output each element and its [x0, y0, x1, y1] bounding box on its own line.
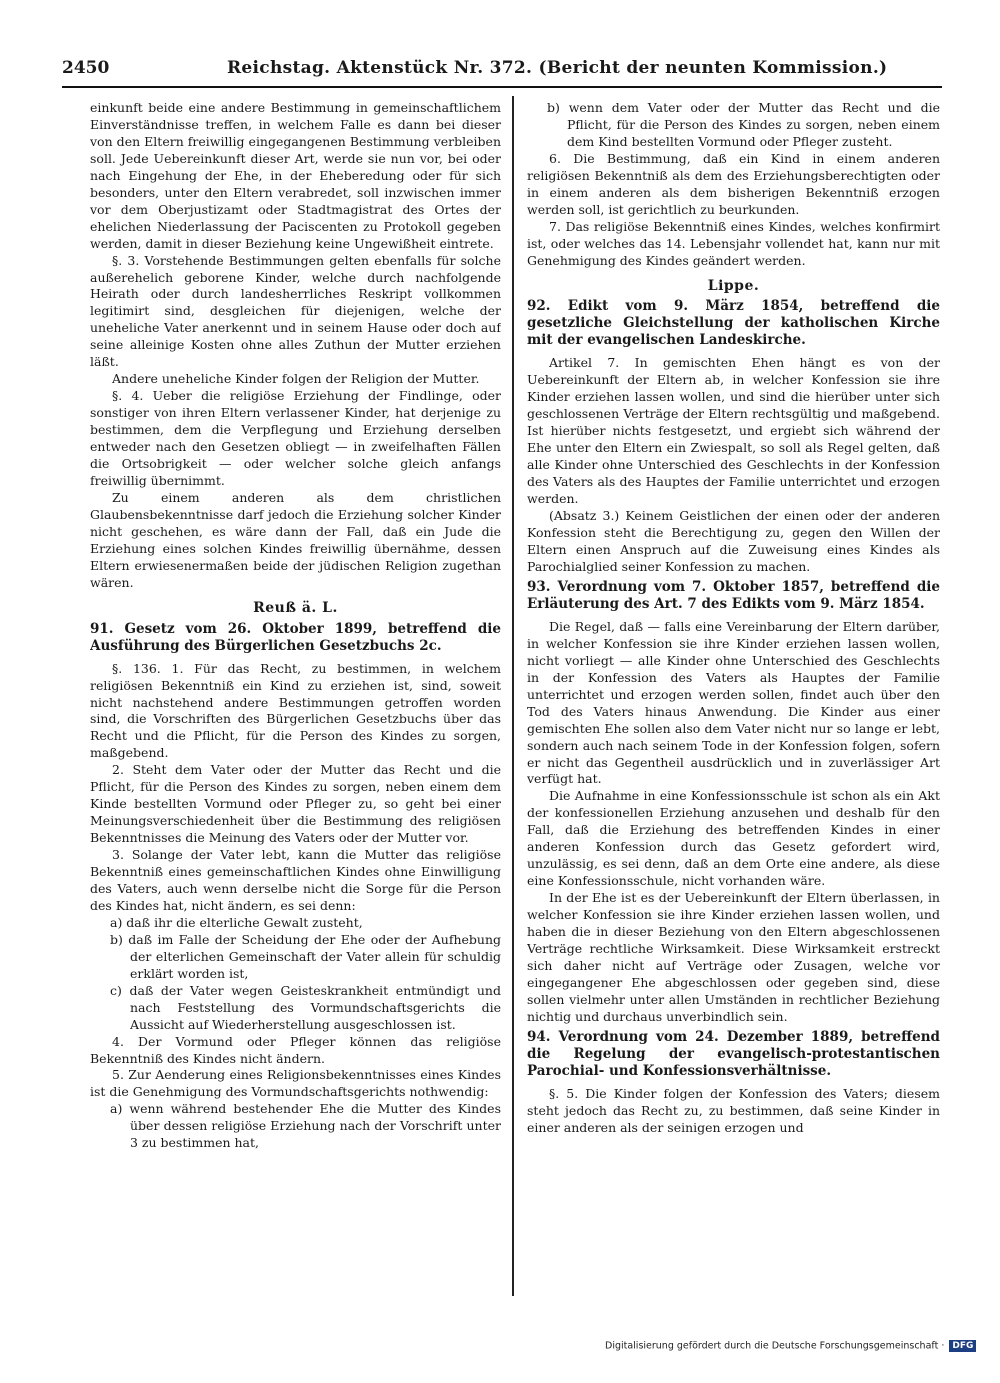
heading-93: 93. Verordnung vom 7. Oktober 1857, betreffend die Erläuterung des Art. 7 des Edikts vom 9. März 1854. — [527, 578, 940, 612]
heading-92: 92. Edikt vom 9. März 1854, betreffend die gesetzliche Gleichstellung der katholischen Kirche mit der evangelischen Landeskirche. — [527, 298, 940, 349]
paragraph: 6. Die Bestimmung, daß ein Kind in einem anderen religiösen Bekenntniß als dem des Erziehungsberechtigten oder in einem anderen als dem bisherigen Bekenntniß erzogen werden soll, ist gerichtlich zu beurkunden. — [527, 150, 940, 217]
footer-text: Digitalisierung gefördert durch die Deutsche Forschungsgemeinschaft · — [605, 1340, 945, 1352]
right-column — [527, 100, 940, 1200]
paragraph: 7. Das religiöse Bekenntniß eines Kindes, welches konfirmirt ist, oder welches das 14. Lebensjahr vollendet hat, kann nur mit Genehmigung des Kindes geändert werden. — [527, 218, 940, 268]
section-title-reuss: Reuß ä. L. — [253, 599, 338, 616]
paragraph: Die Regel, daß — falls eine Vereinbarung der Eltern darüber, in welcher Konfession sie ihre Kinder erziehen lassen wollen, nicht vorliegt — alle Kinder ohne Unterschied des Geschlechts in der Konfession des Vaters als Hauptes der Familie unterrichtet und erzogen werden sollen, findet auch über den Tod des Vaters hinaus Anwendung. Die Kinder aus einer gemischten Ehe sollen also dem Vater nicht nur so lange er lebt, sondern auch nach seinem Tode in der Konfession folgen, sofern er nicht das Gegentheil ausdrücklich und in zuverlässiger Art verfügt hat. — [527, 618, 940, 787]
column-divider — [512, 96, 514, 1296]
list-item: a) wenn während bestehender Ehe die Mutter des Kindes über dessen religiöse Erziehung nach der Vorschrift unter 3 zu bestimmen hat, — [110, 1101, 501, 1151]
heading-91: 91. Gesetz vom 26. Oktober 1899, betreffend die Ausführung des Bürgerlichen Gesetzbuchs 2c. — [90, 620, 501, 654]
paragraph: (Absatz 3.) Keinem Geistlichen der einen oder der anderen Konfession steht die Berechtigung zu, gegen den Willen der Eltern einen Anspruch auf die Zuweisung eines Kindes als Parochialglied seiner Konfession zu machen. — [527, 508, 940, 574]
left-column — [90, 100, 501, 1300]
section-title-lippe: Lippe. — [707, 277, 760, 294]
paragraph: §. 136. 1. Für das Recht, zu bestimmen, in welchem religiösen Bekenntniß ein Kind zu erziehen ist, sind, soweit nicht nachstehend andere Bestimmungen getroffen worden sind, die Vorschriften des Bürgerlichen Gesetzbuchs über das Recht und die Pflicht, für die Person des Kindes zu sorgen, maßgebend. — [90, 660, 501, 761]
list-item: a) daß ihr die elterliche Gewalt zusteht, — [110, 914, 363, 930]
paragraph: §. 4. Ueber die religiöse Erziehung der Findlinge, oder sonstiger von ihren Eltern verlassener Kinder, hat derjenige zu bestimmen, dem die Verpflegung und Erziehung derselben entweder nach den Gesetzen obliegt — in zweifelhaften Fällen die Ortsobrigkeit — oder welcher solche gleich anfangs freiwillig übernimmt. — [90, 388, 501, 488]
paragraph: In der Ehe ist es der Uebereinkunft der Eltern überlassen, in welcher Konfession sie ihre Kinder erziehen lassen wollen, und haben die in dieser Beziehung von den Eltern abgeschlossenen Verträge rechtliche Wirksamkeit. Diese Wirksamkeit erstreckt sich daher nicht auf Verträge oder Zusagen, welche vor eingegangener Ehe abgeschlossen oder gegeben sind, diese sollen vielmehr unter allen Umständen in rechtlicher Beziehung nichtig und durchaus unverbindlich sein. — [527, 890, 940, 1024]
paragraph: 2. Steht dem Vater oder der Mutter das Recht und die Pflicht, für die Person des Kindes zu sorgen, neben einem dem Kinde bestellten Vormund oder Pfleger zu, so geht bei einer Meinungsverschiedenheit über die Bestimmung des religiösen Bekenntnisses die Meinung des Vaters oder der Mutter vor. — [90, 762, 501, 846]
paragraph: 5. Zur Aenderung eines Religionsbekenntnisses eines Kindes ist die Genehmigung des Vormundschaftsgerichts nothwendig: — [90, 1067, 501, 1100]
paragraph: Andere uneheliche Kinder folgen der Religion der Mutter. — [112, 371, 480, 387]
page-number: 2450 — [62, 58, 110, 78]
list-item: b) daß im Falle der Scheidung der Ehe oder der Aufhebung der elterlichen Gemeinschaft der Vater allein für schuldig erklärt worden ist, — [110, 931, 501, 981]
header-rule — [62, 86, 942, 88]
paragraph: 3. Solange der Vater lebt, kann die Mutter das religiöse Bekenntniß eines gemeinschaftlichen Kindes ohne Einwilligung des Vaters, auch wenn derselbe nicht die Sorge für die Person des Kindes hat, nicht ändern, es sei denn: — [90, 847, 501, 913]
list-item: b) wenn dem Vater oder der Mutter das Recht und die Pflicht, für die Person des Kindes zu sorgen, neben einem dem Kind bestellten Vormund oder Pfleger zusteht. — [547, 100, 940, 149]
list-item: c) daß der Vater wegen Geisteskrankheit entmündigt und nach Feststellung des Vormundschaftsgerichts die Aussicht auf Wiederherstellung ausgeschlossen ist. — [110, 982, 501, 1032]
running-title: Reichstag. Aktenstück Nr. 372. (Bericht der neunten Kommission.) — [227, 58, 888, 78]
paragraph: einkunft beide eine andere Bestimmung in gemeinschaftlichem Einverständnisse treffen, in welchem Falle es dann bei dieser von den Eltern freiwillig eingegangenen Bestimmung verbleiben soll. Jede Uebereinkunft dieser Art, werde sie nun vor, bei oder nach Eingehung der Ehe, in der Eheberedung oder für sich besonders, unter den Eltern verabredet, soll inzwischen immer vor dem Oberjustizamt oder Stadtmagistrat des Ortes der ehelichen Niederlassung der Paciscenten zu Protokoll gegeben werden, damit in dieser Beziehung keine Ungewißheit eintrete. — [90, 100, 501, 251]
paragraph: §. 5. Die Kinder folgen der Konfession des Vaters; diesem steht jedoch das Recht zu, zu bestimmen, daß seine Kinder in einer anderen als der seinigen erzogen und — [527, 1085, 940, 1135]
paragraph: Die Aufnahme in eine Konfessionsschule ist schon als ein Akt der konfessionellen Erziehung anzusehen und deshalb für den Fall, daß die Erziehung des betreffenden Kindes in einer anderen Konfession durch das Gesetz gefordert wird, unzulässig, es sei denn, daß an dem Orte eine andere, als diese eine Konfessionsschule, nicht vorhanden wäre. — [527, 788, 940, 889]
dfg-logo: DFG — [949, 1340, 976, 1352]
paragraph: Artikel 7. In gemischten Ehen hängt es von der Uebereinkunft der Eltern ab, in welcher Konfession sie ihre Kinder erziehen lassen wollen, und sind die hierüber unter sich geschlossenen Verträge der Eltern rechtsgültig und maßgebend. Ist hierüber nichts festgesetzt, und ergiebt sich während der Ehe unter den Eltern ein Zwiespalt, so soll als Regel gelten, daß alle Kinder ohne Unterschied des Geschlechts in der Konfession des Vaters als des Hauptes der Familie unterrichtet und erzogen werden. — [527, 355, 940, 507]
paragraph: §. 3. Vorstehende Bestimmungen gelten ebenfalls für solche außerehelich geborene Kinder, welche durch nachfolgende Heirath oder durch landesherrliches Reskript vollkommen legitimirt sind, desgleichen für diejenigen, welche der uneheliche Vater anerkennt und in seinem Hause oder doch auf seine alleinige Kosten ohne alles Zuthun der Mutter erziehen läßt. — [90, 252, 501, 370]
digitization-footer — [605, 1340, 985, 1356]
paragraph: Zu einem anderen als dem christlichen Glaubensbekenntnisse darf jedoch die Erziehung solcher Kinder nicht geschehen, es wäre dann der Fall, daß ein Jude die Erziehung eines solchen Kindes freiwillig übernähme, dessen Eltern erwiesenermaßen beide der jüdischen Religion zugethan wären. — [90, 489, 501, 590]
paragraph: 4. Der Vormund oder Pfleger können das religiöse Bekenntniß des Kindes nicht ändern. — [90, 1033, 501, 1066]
page-header — [62, 58, 942, 84]
heading-94: 94. Verordnung vom 24. Dezember 1889, betreffend die Regelung der evangelisch-protestantischen Parochial- und Konfessionsverhältnisse. — [527, 1028, 940, 1079]
